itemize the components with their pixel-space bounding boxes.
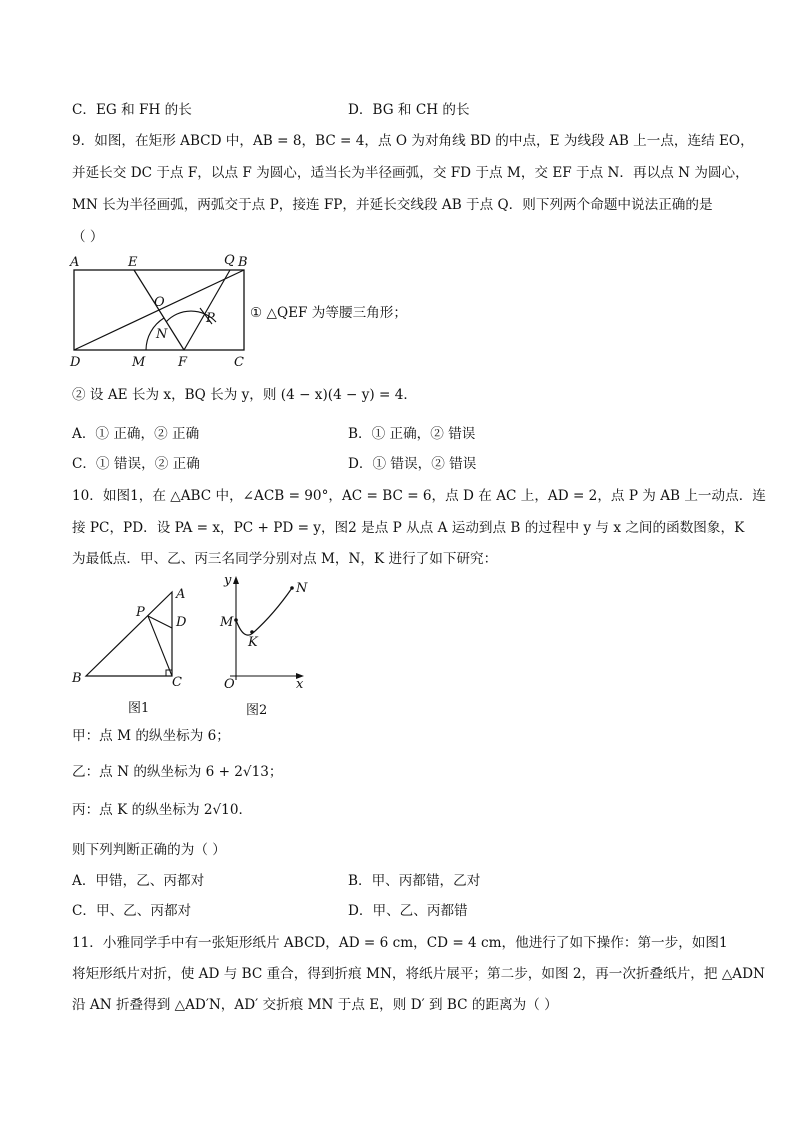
q9-stem-line3: MN 长为半径画弧，两弧交于点 P，接连 FP，并延长交线段 AB 于点 Q．则下列两个命题中说法正确的是 (72, 197, 713, 213)
label-b: B (238, 255, 248, 270)
q10-stem-line1: 10．如图1，在 △ABC 中，∠ACB = 90°，AC = BC = 6，点 D 在 AC 上，AD = 2，点 P 为 AB 上一动点．连 (72, 488, 766, 504)
point-m (234, 618, 238, 622)
q11-stem-line1: 11．小雅同学手中有一张矩形纸片 ABCD，AD = 6 cm，CD = 4 cm，他进行了如下操作：第一步，如图1 (72, 935, 728, 951)
segment-pc (148, 616, 172, 676)
q10-stem-line3: 为最低点．甲、乙、丙三名同学分别对点 M，N，K 进行了如下研究： (72, 551, 498, 567)
fig2-label-k: K (248, 635, 258, 650)
q10-statement-bing: 丙：点 K 的纵坐标为 2√10． (72, 802, 253, 818)
function-curve (236, 588, 292, 635)
q10-figure-2 (214, 570, 314, 720)
q10-option-d: D．甲、乙、丙都错 (348, 903, 468, 919)
q9-proposition-2: ② 设 AE 长为 x，BQ 长为 y，则 (4 − x)(4 − y) = 4． (72, 387, 418, 403)
q11-stem-line3: 沿 AN 折叠得到 △AD′N，AD′ 交折痕 MN 于点 E，则 D′ 到 BC 的距离为（ ） (72, 997, 558, 1013)
q10-option-b: B．甲、丙都错，乙对 (348, 873, 481, 889)
label-q: Q (224, 253, 235, 268)
label-d: D (70, 355, 81, 370)
fig2-caption: 图2 (246, 703, 268, 718)
q9-proposition-1: ① △QEF 为等腰三角形； (250, 305, 407, 321)
q9-option-d: D．① 错误，② 错误 (348, 456, 477, 472)
q10-figure-1 (66, 578, 192, 718)
segment-fq (184, 270, 230, 350)
q8-option-d: D．BG 和 CH 的长 (348, 102, 470, 118)
q10-option-a: A．甲错，乙、丙都对 (72, 873, 205, 889)
q9-option-b: B．① 正确，② 错误 (348, 426, 476, 442)
label-p: P (206, 311, 215, 326)
fig1-label-p: P (136, 605, 145, 620)
q8-option-c: C．EG 和 FH 的长 (72, 102, 192, 118)
q10-statement-jia: 甲：点 M 的纵坐标为 6； (72, 728, 230, 744)
label-n: N (156, 327, 168, 342)
y-axis-arrow (233, 576, 239, 584)
fig1-caption: 图1 (128, 701, 150, 716)
q10-question: 则下列判断正确的为（ ） (72, 842, 226, 858)
q9-rectangle-figure (66, 250, 266, 370)
label-o: O (154, 295, 165, 310)
q9-option-a: A．① 正确，② 正确 (72, 426, 200, 442)
triangle-abc (86, 592, 172, 676)
fig2-label-m: M (220, 615, 234, 630)
q10-statement-yi: 乙：点 N 的纵坐标为 6 + 2√13； (72, 764, 283, 780)
point-k (250, 630, 254, 634)
fig2-label-o: O (224, 677, 235, 692)
q9-stem-line2: 并延长交 DC 于点 F，以点 F 为圆心，适当长为半径画弧，交 FD 于点 M，交 EF 于点 N．再以点 N 为圆心， (72, 165, 749, 181)
q9-stem-line1: 9．如图，在矩形 ABCD 中，AB = 8，BC = 4，点 O 为对角线 BD 的中点，E 为线段 AB 上一点，连结 EO， (72, 133, 754, 149)
q9-answer-paren: （ ） (72, 229, 104, 245)
point-n (290, 586, 294, 590)
fig2-label-y: y (224, 573, 232, 588)
fig1-label-a: A (176, 587, 186, 602)
label-f: F (178, 355, 188, 370)
fig2-label-n: N (296, 581, 308, 596)
fig2-label-x: x (296, 677, 304, 692)
fig1-label-d: D (176, 615, 187, 630)
q11-stem-line2: 将矩形纸片对折，使 AD 与 BC 重合，得到折痕 MN，将纸片展平；第二步，如图 2，再一次折叠纸片，把 △ADN (72, 966, 765, 982)
label-c: C (234, 355, 244, 370)
fig1-label-c: C (172, 675, 182, 690)
fig1-label-b: B (72, 671, 82, 686)
label-a: A (70, 255, 80, 270)
q10-stem-line2: 接 PC，PD．设 PA = x，PC + PD = y，图2 是点 P 从点 A 运动到点 B 的过程中 y 与 x 之间的函数图象，K (72, 520, 745, 536)
q9-option-c: C．① 错误，② 正确 (72, 456, 200, 472)
label-m: M (132, 355, 146, 370)
label-e: E (128, 255, 138, 270)
q10-option-c: C．甲、乙、丙都对 (72, 903, 192, 919)
